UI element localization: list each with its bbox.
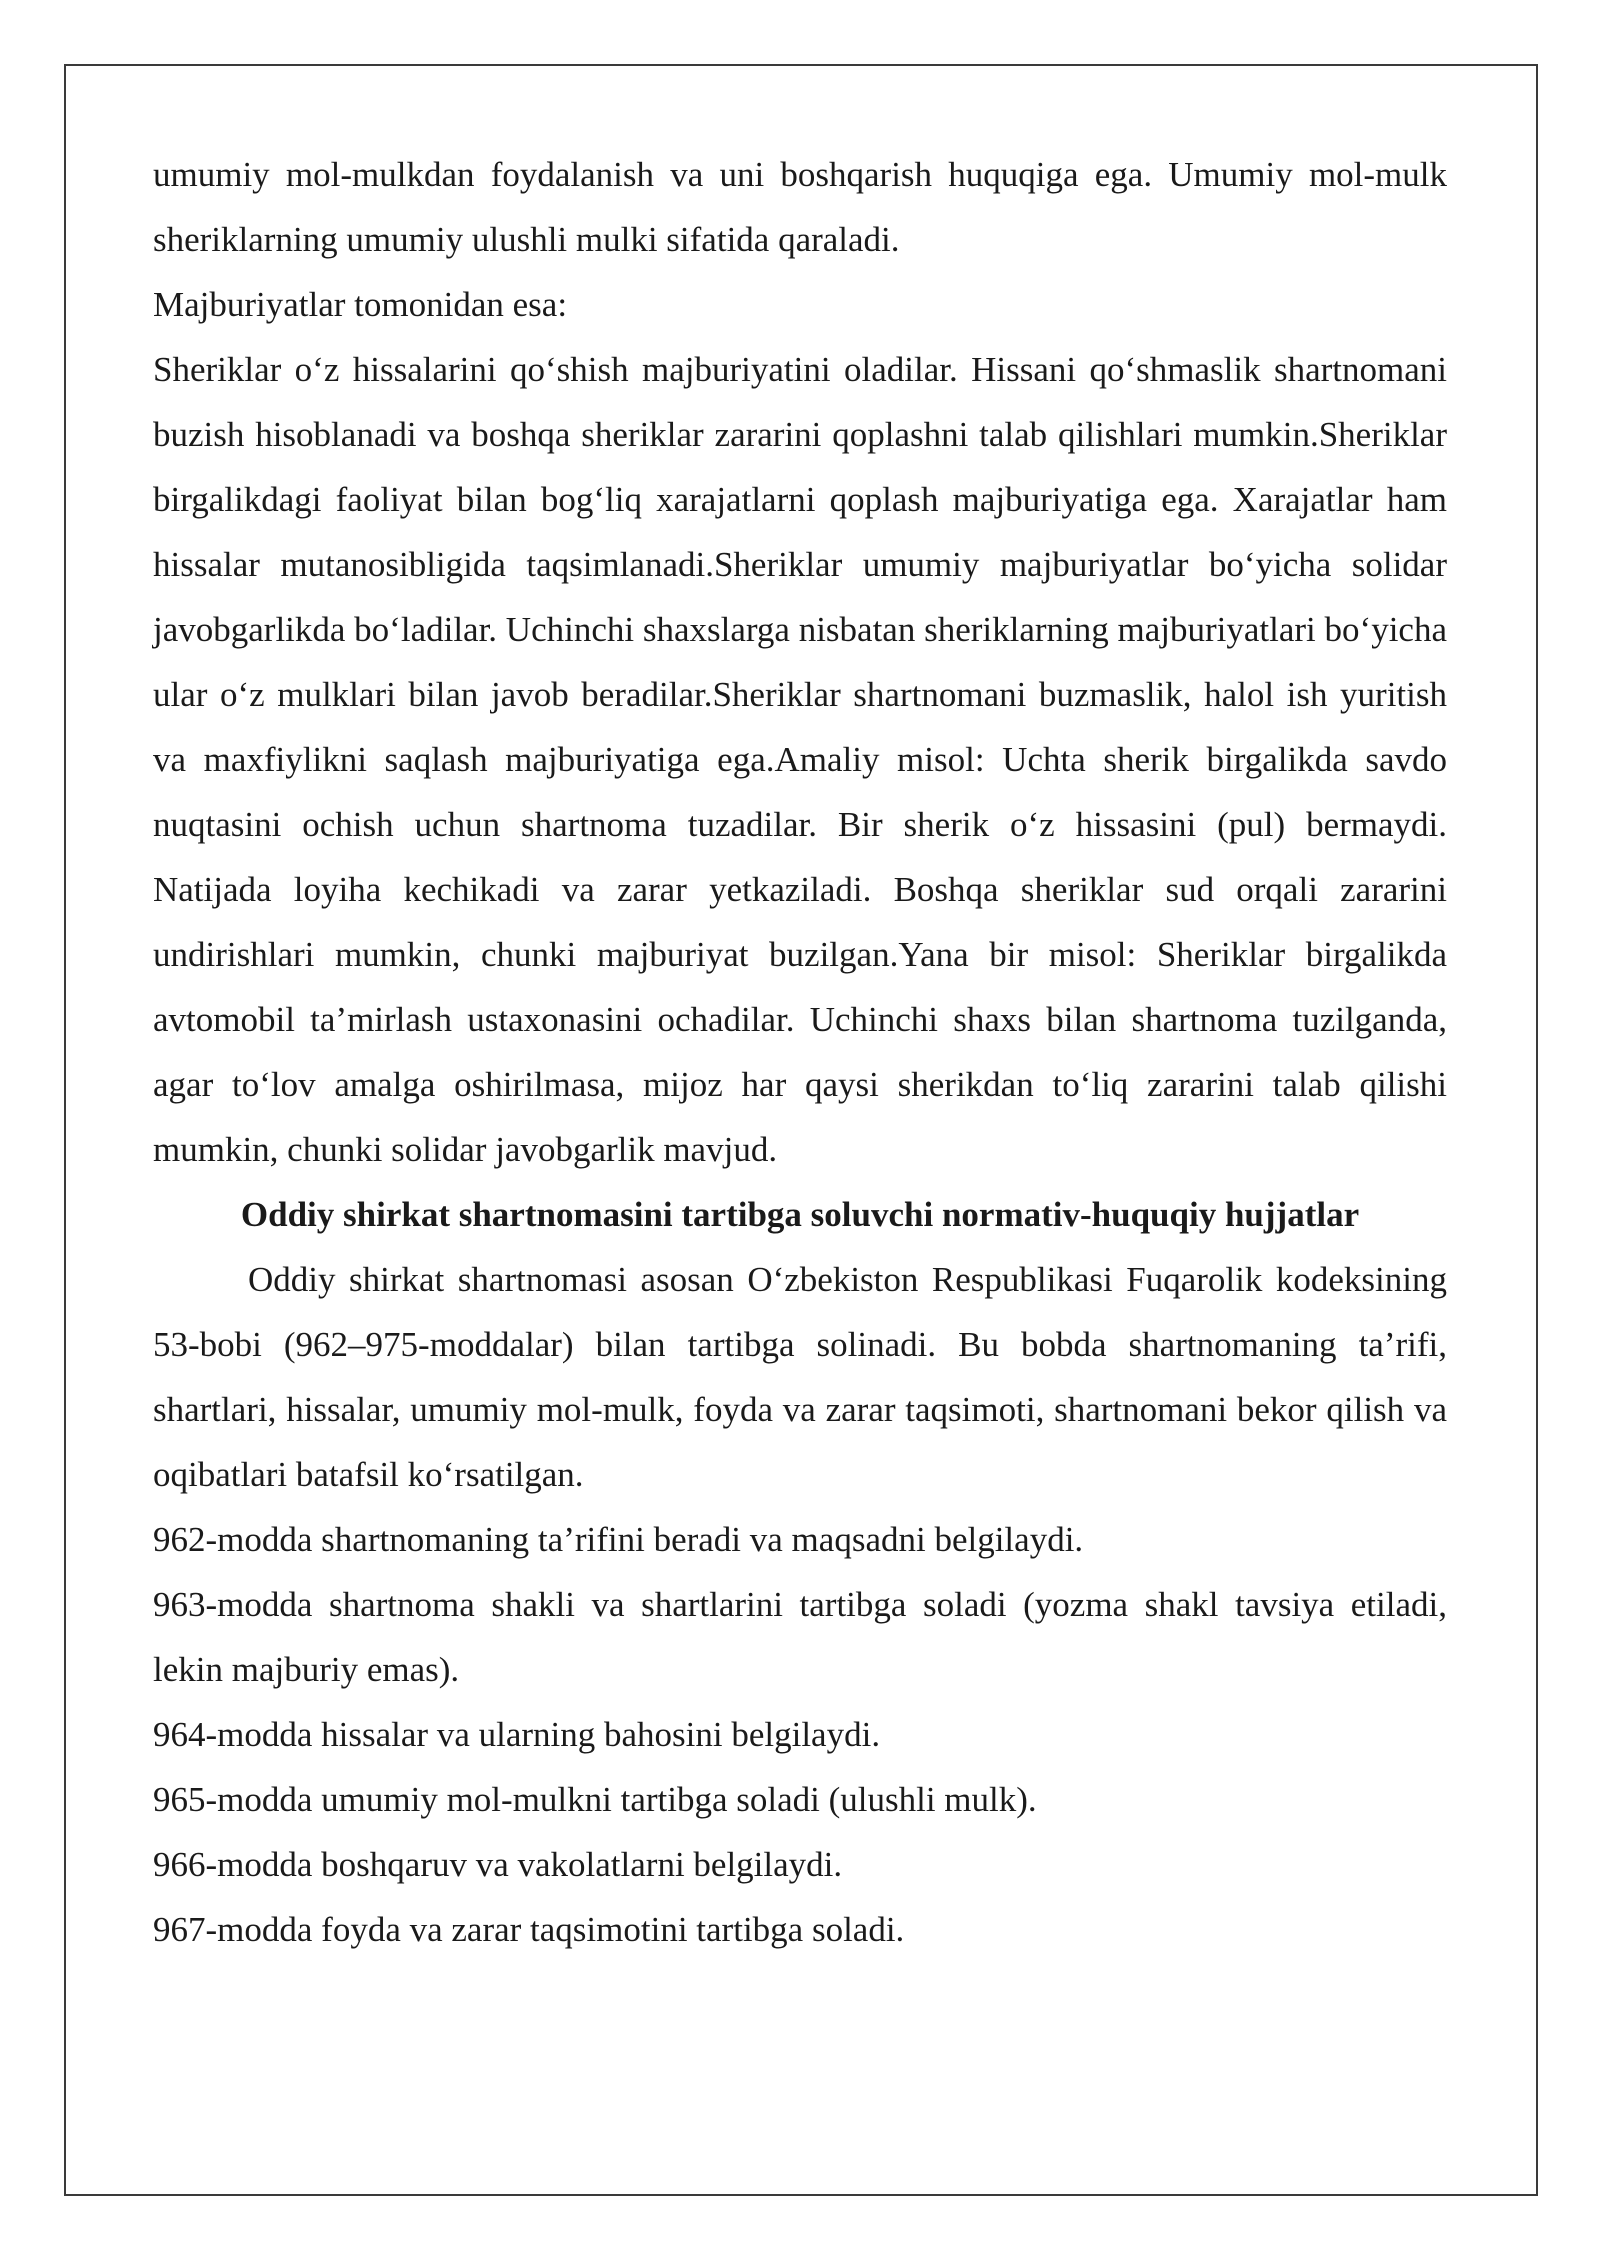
paragraph-obligations: Sheriklar o‘z hissalarini qo‘shish majburiyatini oladilar. Hissani qo‘shmaslik shartnomani buzish hisoblanadi va boshqa sheriklar zararini qoplashni talab qilishlari mumkin.Sheriklar birgalikdagi faoliyat bilan bog‘liq xarajatlarni qoplash majburiyatiga ega. Xarajatlar ham hissalar mutanosibligida taqsimlanadi.Sheriklar umumiy majburiyatlar bo‘yicha solidar javobgarlikda bo‘ladilar. Uchinchi shaxslarga nisbatan sheriklarning majburiyatlari bo‘yicha ular o‘z mulklari bilan javob beradilar.Sheriklar shartnomani buzmaslik, halol ish yuritish va maxfiylikni saqlash majburiyatiga ega.Amaliy misol: Uchta sherik birgalikda savdo nuqtasini ochish uchun shartnoma tuzadilar. Bir sherik o‘z hissasini (pul) bermaydi. Natijada loyiha kechikadi va zarar yetkaziladi. Boshqa sheriklar sud orqali zararini undirishlari mumkin, chunki majburiyat buzilgan.Yana bir misol: Sheriklar birgalikda avtomobil ta’mirlash ustaxonasini ochadilar. Uchinchi shaxs bilan shartnoma tuzilganda, agar to‘lov amalga oshirilmasa, mijoz har qaysi sherikdan to‘liq zararini talab qilishi mumkin, chunki solidar javobgarlik mavjud. <box>153 350 1447 1169</box>
article-967: 967-modda foyda va zarar taqsimotini tartibga soladi. <box>153 1910 905 1949</box>
article-962: 962-modda shartnomaning ta’rifini beradi va maqsadni belgilaydi. <box>153 1520 1084 1559</box>
paragraph-legal-basis: Oddiy shirkat shartnomasi asosan O‘zbekiston Respublikasi Fuqarolik kodeksining 53-bobi (962–975-moddalar) bilan tartibga solinadi. Bu bobda shartnomaning ta’rifi, shartlari, hissalar, umumiy mol-mulk, foyda va zarar taqsimoti, shartnomani bekor qilish va oqibatlari batafsil ko‘rsatilgan. <box>153 1260 1447 1494</box>
document-body <box>153 142 1447 1962</box>
section-heading: Oddiy shirkat shartnomasini tartibga soluvchi normativ-huquqiy hujjatlar <box>240 1195 1360 1234</box>
article-964: 964-modda hissalar va ularning bahosini belgilaydi. <box>153 1715 881 1754</box>
article-963: 963-modda shartnoma shakli va shartlarini tartibga soladi (yozma shakl tavsiya etiladi, lekin majburiy emas). <box>153 1585 1447 1689</box>
article-965: 965-modda umumiy mol-mulkni tartibga soladi (ulushli mulk). <box>153 1780 1037 1819</box>
article-966: 966-modda boshqaruv va vakolatlarni belgilaydi. <box>153 1845 843 1884</box>
paragraph-shared-property: umumiy mol-mulkdan foydalanish va uni boshqarish huquqiga ega. Umumiy mol-mulk sheriklarning umumiy ulushli mulki sifatida qaraladi. <box>153 155 1447 259</box>
paragraph-obligations-intro: Majburiyatlar tomonidan esa: <box>153 285 568 324</box>
